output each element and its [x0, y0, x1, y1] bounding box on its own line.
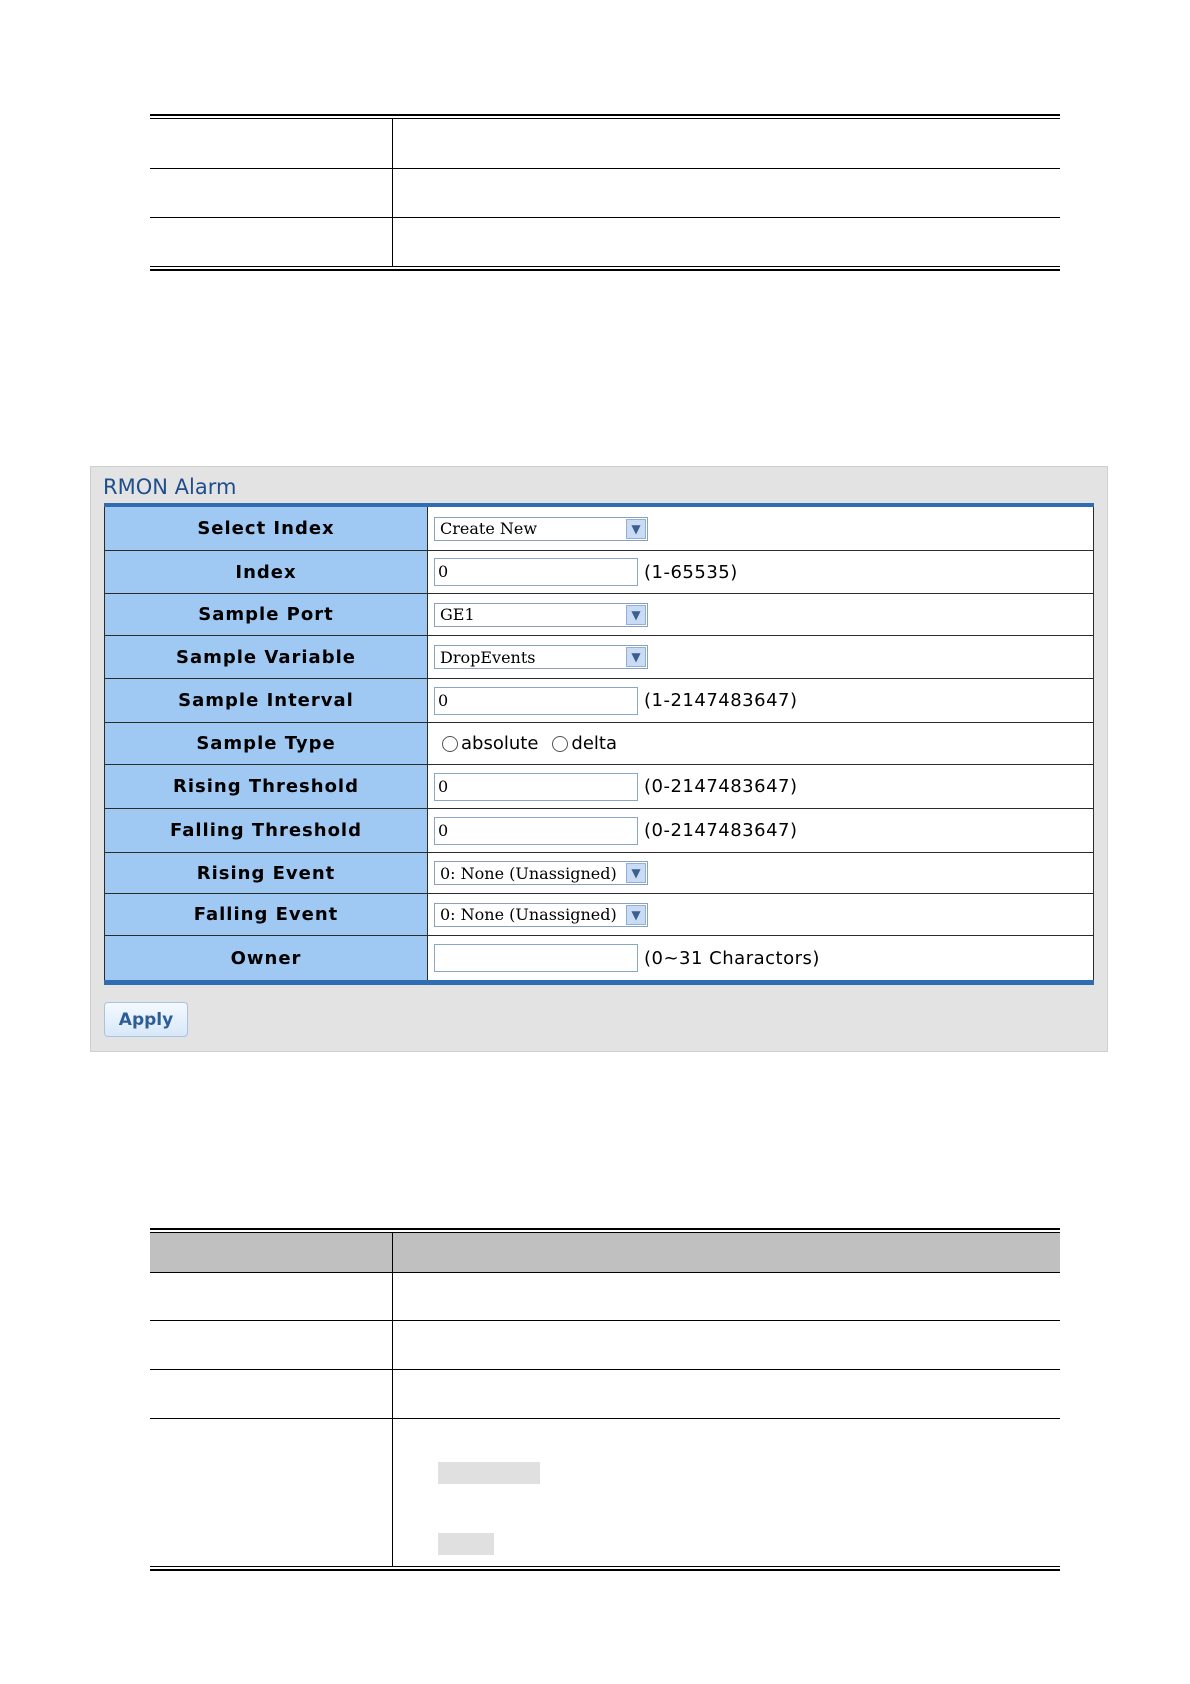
index-label: Index: [104, 551, 428, 593]
row-sample-port: [104, 594, 1094, 636]
select-index-label: Select Index: [104, 507, 428, 550]
delta-radio-label: delta: [571, 733, 617, 754]
sample-variable-label: Sample Variable: [104, 636, 428, 678]
sample-interval-input[interactable]: 0: [434, 687, 638, 715]
row-falling-event: [104, 894, 1094, 936]
top-doc-table: [150, 114, 1060, 271]
redacted-block: [438, 1462, 540, 1484]
rising-event-value: 0: None (Unassigned): [440, 863, 617, 883]
falling-event-value: 0: None (Unassigned): [440, 905, 617, 924]
doc-row: [150, 1419, 1060, 1566]
rising-event-label: Rising Event: [104, 853, 428, 893]
row-falling-threshold: [104, 809, 1094, 853]
index-input[interactable]: 0: [434, 558, 638, 586]
absolute-radio-label: absolute: [461, 733, 539, 754]
bottom-doc-table: [150, 1228, 1060, 1571]
falling-event-label: Falling Event: [104, 894, 428, 935]
sample-type-label: Sample Type: [104, 723, 428, 764]
owner-label: Owner: [104, 936, 428, 980]
sample-interval-hint: (1-2147483647): [644, 690, 798, 711]
rising-threshold-label: Rising Threshold: [104, 765, 428, 808]
doc-row: [150, 169, 1060, 218]
rmon-alarm-form: [104, 503, 1094, 985]
rising-event-dropdown[interactable]: [434, 861, 648, 885]
sample-variable-dropdown[interactable]: [434, 645, 648, 669]
sample-port-label: Sample Port: [104, 594, 428, 635]
sample-variable-value: DropEvents: [440, 647, 536, 667]
rising-threshold-input[interactable]: 0: [434, 773, 638, 801]
doc-row: [150, 1321, 1060, 1370]
select-index-value: Create New: [440, 519, 538, 538]
chevron-down-icon[interactable]: ▼: [626, 519, 646, 539]
row-select-index: [104, 507, 1094, 551]
delta-radio[interactable]: [552, 736, 568, 752]
chevron-down-icon[interactable]: ▼: [626, 863, 646, 883]
doc-row: [150, 218, 1060, 266]
falling-threshold-hint: (0-2147483647): [644, 820, 798, 841]
sample-port-dropdown[interactable]: [434, 603, 648, 627]
doc-row: [150, 119, 1060, 169]
absolute-radio[interactable]: [442, 736, 458, 752]
falling-threshold-input[interactable]: 0: [434, 817, 638, 845]
falling-threshold-label: Falling Threshold: [104, 809, 428, 852]
owner-hint: (0~31 Charactors): [644, 947, 820, 969]
chevron-down-icon[interactable]: ▼: [626, 905, 646, 925]
apply-button[interactable]: Apply: [104, 1002, 188, 1037]
falling-event-dropdown[interactable]: [434, 903, 648, 927]
row-index: [104, 551, 1094, 594]
sample-interval-label: Sample Interval: [104, 679, 428, 722]
sample-port-value: GE1: [440, 605, 475, 624]
chevron-down-icon[interactable]: ▼: [626, 647, 646, 667]
row-rising-event: [104, 853, 1094, 894]
select-index-dropdown[interactable]: [434, 517, 648, 541]
panel-title: RMON Alarm: [103, 475, 237, 499]
chevron-down-icon[interactable]: ▼: [626, 605, 646, 625]
row-sample-type: [104, 723, 1094, 765]
owner-input[interactable]: [434, 944, 638, 972]
rising-threshold-hint: (0-2147483647): [644, 776, 798, 797]
doc-row: [150, 1370, 1060, 1419]
row-rising-threshold: [104, 765, 1094, 809]
index-range-hint: (1-65535): [644, 561, 738, 583]
row-sample-variable: [104, 636, 1094, 679]
doc-row: [150, 1273, 1060, 1321]
redacted-block: [438, 1533, 494, 1555]
row-owner: [104, 936, 1094, 980]
doc-header-row: [150, 1233, 1060, 1273]
rmon-alarm-panel: [90, 466, 1108, 1052]
row-sample-interval: [104, 679, 1094, 723]
